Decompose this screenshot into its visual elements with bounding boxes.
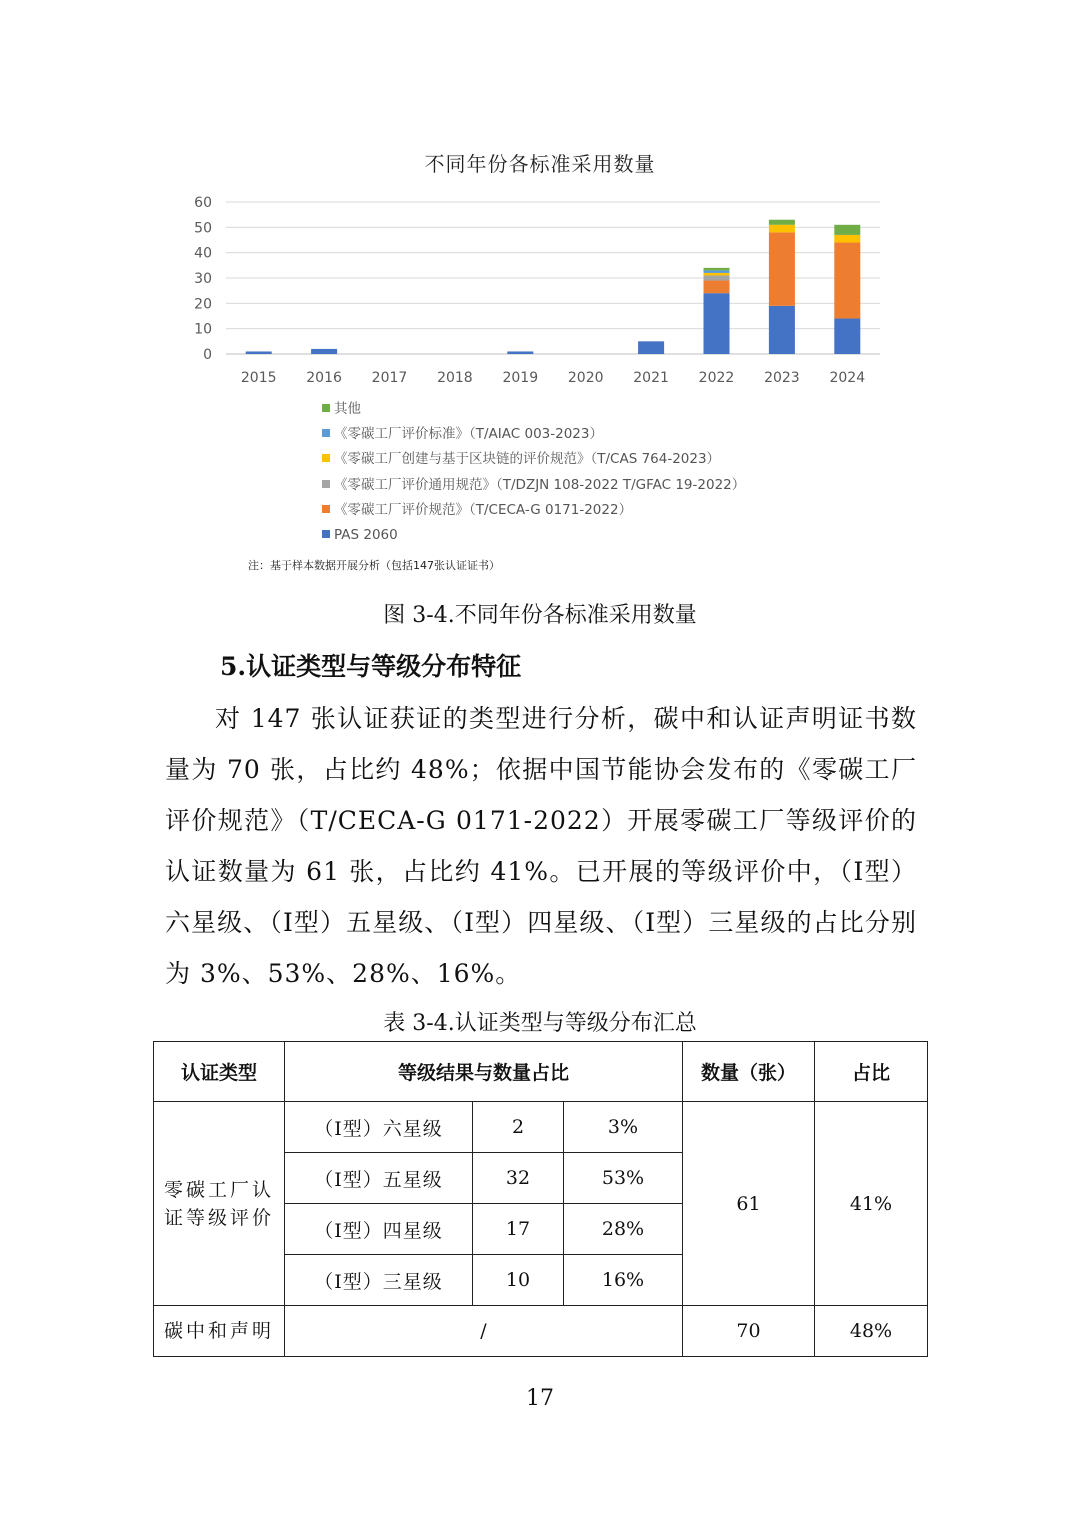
y-tick-label: 10 [194, 321, 212, 338]
bar-segment [834, 319, 860, 354]
table-row [154, 1306, 928, 1357]
bar-segment [769, 225, 795, 233]
pct-cell: 53% [564, 1153, 683, 1204]
pct-cell: 16% [564, 1255, 683, 1306]
x-tick-label: 2017 [371, 370, 408, 386]
level-cell: （Ⅰ型）三星级 [285, 1255, 473, 1306]
bar-segment [704, 268, 730, 271]
pct-cell: 28% [564, 1204, 683, 1255]
legend-item [322, 398, 745, 423]
header-grade: 等级结果与数量占比 [285, 1042, 683, 1102]
y-tick-label: 20 [194, 296, 212, 313]
x-tick-label: 2023 [764, 370, 800, 386]
table-caption: 表 3-4.认证类型与等级分布汇总 [383, 1011, 697, 1036]
x-tick-label: 2020 [567, 370, 604, 386]
legend-swatch [322, 530, 330, 538]
legend-swatch [322, 429, 330, 437]
header-type: 认证类型 [154, 1042, 285, 1102]
legend-label: PAS 2060 [334, 526, 398, 543]
total-cell: 61 [683, 1102, 815, 1306]
level-cell: （Ⅰ型）五星级 [285, 1153, 473, 1204]
header-share: 占比 [815, 1042, 928, 1102]
legend-swatch [322, 480, 330, 488]
chart-legend [322, 398, 745, 549]
legend-item [322, 423, 745, 448]
count-cell: 32 [473, 1153, 564, 1204]
x-tick-label: 2019 [502, 370, 539, 386]
bar-segment [704, 270, 730, 273]
bar-segment [311, 349, 337, 354]
legend-item [322, 448, 745, 473]
legend-label: 《零碳工厂评价规范》（T/CECA-G 0171-2022） [334, 501, 633, 518]
y-tick-label: 60 [194, 195, 212, 211]
bar-segment [246, 351, 272, 354]
body-paragraph: 对 147 张认证获证的类型进行分析，碳中和认证声明证书数量为 70 张，占比约 48%；依据中国节能协会发布的《零碳工厂评价规范》（T/CECA-G 0171-2022）开展零碳工厂等级评价的认证数量为 61 张，占比约 41%。已开展的等级评价中，（Ⅰ型）六星级、（Ⅰ型）五星级、（Ⅰ型）四星级、（Ⅰ型）三星级的占比分别为 3%、53%、28%、16%。 [165, 704, 917, 988]
legend-label: 《零碳工厂评价标准》（T/AIAC 003-2023） [334, 426, 603, 443]
y-tick-label: 0 [203, 347, 212, 363]
bar-segment [769, 306, 795, 354]
grade-cell: / [285, 1306, 683, 1357]
x-tick-label: 2018 [437, 370, 473, 386]
stacked-bar-chart [180, 185, 900, 395]
level-cell: （Ⅰ型）六星级 [285, 1102, 473, 1153]
share-cell: 41% [815, 1102, 928, 1306]
bar-segment [638, 341, 664, 354]
chart-title: 不同年份各标准采用数量 [424, 152, 656, 176]
header-count: 数量（张） [683, 1042, 815, 1102]
type-cell-zero-carbon: 零碳工厂认证等级评价 [154, 1102, 285, 1306]
count-cell: 17 [473, 1204, 564, 1255]
page-number: 17 [526, 1386, 554, 1411]
x-tick-label: 2022 [698, 370, 735, 386]
legend-label: 《零碳工厂评价通用规范》（T/DZJN 108-2022 T/GFAC 19-2022） [334, 476, 746, 493]
table-row [154, 1102, 928, 1153]
legend-item [322, 524, 745, 549]
bar-segment [769, 232, 795, 305]
legend-label: 其他 [334, 401, 361, 417]
summary-table [153, 1041, 928, 1357]
legend-swatch [322, 505, 330, 513]
type-cell-carbon-neutral: 碳中和声明 [154, 1306, 285, 1357]
bar-segment [704, 273, 730, 276]
section-heading: 5.认证类型与等级分布特征 [220, 652, 522, 681]
total-cell: 70 [683, 1306, 815, 1357]
y-tick-label: 40 [194, 245, 212, 262]
bar-segment [769, 220, 795, 225]
level-cell: （Ⅰ型）四星级 [285, 1204, 473, 1255]
bar-segment [704, 281, 730, 294]
chart-note: 注：基于样本数据开展分析（包括147张认证证书） [248, 559, 500, 572]
figure-caption: 图 3-4.不同年份各标准采用数量 [383, 603, 697, 628]
x-tick-label: 2024 [829, 370, 866, 386]
y-tick-label: 30 [194, 271, 212, 287]
bar-segment [704, 275, 730, 280]
bar-segment [507, 351, 533, 354]
pct-cell: 3% [564, 1102, 683, 1153]
bar-segment [834, 235, 860, 243]
legend-item [322, 499, 745, 524]
x-tick-label: 2016 [306, 370, 342, 386]
legend-swatch [322, 454, 330, 462]
x-tick-label: 2015 [240, 370, 277, 386]
legend-label: 《零碳工厂创建与基于区块链的评价规范》（T/CAS 764-2023） [334, 451, 721, 468]
legend-swatch [322, 404, 330, 412]
y-tick-label: 50 [194, 220, 212, 237]
bar-segment [834, 225, 860, 235]
bar-segment [834, 243, 860, 319]
x-tick-label: 2021 [633, 370, 669, 386]
share-cell: 48% [815, 1306, 928, 1357]
legend-item [322, 474, 745, 499]
count-cell: 10 [473, 1255, 564, 1306]
count-cell: 2 [473, 1102, 564, 1153]
table-header-row [154, 1042, 928, 1102]
bar-segment [704, 293, 730, 354]
